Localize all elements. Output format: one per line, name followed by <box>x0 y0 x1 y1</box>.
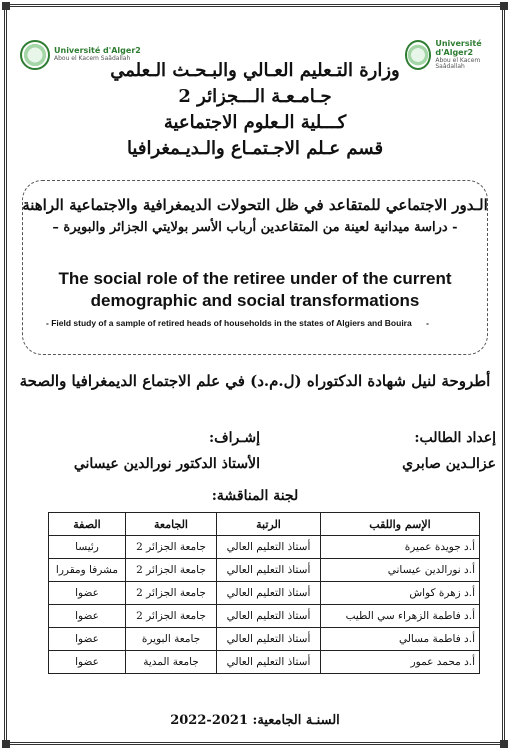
academic-year: السنـة الجامعية: 2021-2022 <box>170 713 340 728</box>
faculty-name: كـــلية الـعلوم الاجتماعية <box>163 112 347 133</box>
committee-table <box>48 512 480 674</box>
member-rank: أستاذ التعليم العالي <box>217 536 321 559</box>
member-rank: أستاذ التعليم العالي <box>217 628 321 651</box>
member-name: أ.د نورالدين عيساني <box>321 559 480 582</box>
member-role: عضوا <box>49 582 126 605</box>
english-subtitle-text: - Field study of a sample of retired heads of households in the states of Algiers and Bouira <box>46 318 412 328</box>
english-subtitle-dash: - <box>426 318 429 328</box>
member-university: جامعة الجزائر 2 <box>126 536 217 559</box>
supervisor <box>60 425 260 477</box>
university-name: جـامـعـة الـــجزائر 2 <box>178 86 332 107</box>
ministry-name: وزارة التـعليم العـالي والبـحـث الـعلمي <box>110 60 400 81</box>
column-header-university: الجامعة <box>126 513 217 536</box>
column-header-name: الإسم واللقب <box>321 513 480 536</box>
english-title-line: demographic and social transformations <box>90 291 420 310</box>
border-corner <box>2 2 10 10</box>
table-header-row <box>49 513 480 536</box>
prepared-by-label: إعداد الطالب: <box>414 430 496 446</box>
member-rank: أستاذ التعليم العالي <box>217 651 321 674</box>
table-row <box>49 582 480 605</box>
border-corner <box>500 2 508 10</box>
arabic-title: الـدور الاجتماعي للمتقاعد في ظل التحولات الديمغرافية والاجتماعية الراهنة <box>22 196 488 214</box>
logo-subtext: Abou el Kacem Saâdallah <box>54 55 131 63</box>
member-name: أ.د فاطمة مسالي <box>321 628 480 651</box>
member-university: جامعة المدية <box>126 651 217 674</box>
member-role: عضوا <box>49 651 126 674</box>
member-role: مشرفا ومقررا <box>49 559 126 582</box>
english-title-line: The social role of the retiree under of the current <box>58 269 452 288</box>
table-row <box>49 559 480 582</box>
table-row <box>49 628 480 651</box>
column-header-rank: الرتبة <box>217 513 321 536</box>
member-name: أ.د محمد عمور <box>321 651 480 674</box>
supervisor-name: الأستاذ الدكتور نورالدين عيساني <box>73 456 260 472</box>
member-rank: أستاذ التعليم العالي <box>217 605 321 628</box>
member-rank: أستاذ التعليم العالي <box>217 559 321 582</box>
member-name: أ.د جويدة عميرة <box>321 536 480 559</box>
border-corner <box>2 740 10 748</box>
english-title <box>0 268 510 312</box>
member-role: رئيسا <box>49 536 126 559</box>
supervisor-label: إشـراف: <box>208 430 260 446</box>
student-name: عزالـدين صابري <box>402 456 496 472</box>
member-name: أ.د زهرة كواش <box>321 582 480 605</box>
arabic-subtitle: - دراسة ميدانية لعينة من المتقاعدين أرباب الأسر بولايتي الجزائر والبويرة – <box>52 220 458 235</box>
member-role: عضوا <box>49 628 126 651</box>
logo-subtext: Abou el Kacem Saâdallah <box>435 56 481 71</box>
member-rank: أستاذ التعليم العالي <box>217 582 321 605</box>
english-subtitle <box>46 318 476 328</box>
member-role: عضوا <box>49 605 126 628</box>
table-row <box>49 605 480 628</box>
member-university: جامعة الجزائر 2 <box>126 559 217 582</box>
border-corner <box>500 740 508 748</box>
committee-label: لجنة المناقشة: <box>211 488 299 504</box>
member-university: جامعة الجزائر 2 <box>126 605 217 628</box>
member-name: أ.د فاطمة الزهراء سي الطيب <box>321 605 480 628</box>
member-university: جامعة البويرة <box>126 628 217 651</box>
institution-header <box>0 55 510 162</box>
thesis-statement: أطروحة لنيل شهادة الدكتوراه (ل.م.د) في علم الاجتماع الديمغرافيا والصحة <box>19 372 491 390</box>
logo-text: Université d'Alger2 <box>435 39 482 57</box>
table-row <box>49 651 480 674</box>
logo-text: Université d'Alger2 <box>54 46 141 56</box>
prepared-by <box>402 425 496 477</box>
column-header-role: الصفة <box>49 513 126 536</box>
table-row <box>49 536 480 559</box>
member-university: جامعة الجزائر 2 <box>126 582 217 605</box>
department-name: قسم عـلم الاجـتمـاع والـديـمغرافيا <box>126 138 384 159</box>
